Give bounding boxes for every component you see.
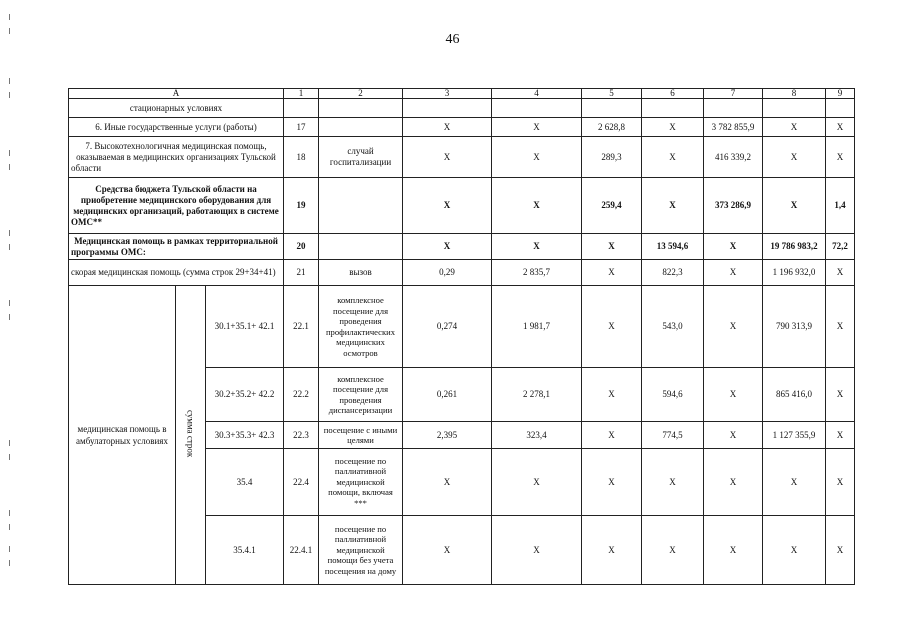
row-number: 22.1: [284, 286, 319, 368]
row-label: 6. Иные государственные услуги (работы): [69, 118, 284, 137]
header-col-a: А: [69, 89, 284, 99]
header-col-1: 1: [284, 89, 319, 99]
table-row: 30.2+35.2+ 42.2 22.2 комплексное посещение для проведения диспансеризации 0,261 2 278,1 Х 594,6 Х 865 416,0 Х: [69, 368, 855, 422]
header-col-7: 7: [704, 89, 763, 99]
header-col-4: 4: [492, 89, 582, 99]
category-label: медицинская помощь в амбулаторных условиях: [69, 286, 176, 585]
table-row: скорая медицинская помощь (сумма строк 29+34+41) 21 вызов 0,29 2 835,7 Х 822,3 Х 1 196 932,0 Х: [69, 260, 855, 286]
header-col-6: 6: [642, 89, 704, 99]
page-number: 46: [445, 32, 460, 47]
header-col-8: 8: [763, 89, 826, 99]
row-number: 20: [284, 234, 319, 260]
header-col-9: 9: [826, 89, 855, 99]
table-row: 35.4.1 22.4.1 посещение по паллиативной медицинской помощи без учета посещения на дому Х Х Х Х Х Х Х: [69, 516, 855, 585]
row-number: 22.4.1: [284, 516, 319, 585]
row-label: стационарных условиях: [69, 99, 284, 118]
row-number: 22.3: [284, 422, 319, 449]
row-label: Медицинская помощь в рамках территориальной программы ОМС:: [69, 234, 284, 260]
row-number: 18: [284, 137, 319, 178]
table-row: 30.3+35.3+ 42.3 22.3 посещение с иными целями 2,395 323,4 Х 774,5 Х 1 127 355,9 Х: [69, 422, 855, 449]
table-row: медицинская помощь в амбулаторных условиях сумма строк 30.1+35.1+ 42.1 22.1 комплексное посещение для проведения профилактических медицинских осмотров 0,274 1 981,7 Х 543,0 Х 790 313,9 Х: [69, 286, 855, 368]
row-number: 17: [284, 118, 319, 137]
row-label: скорая медицинская помощь (сумма строк 29+34+41): [69, 260, 284, 286]
table-row: Медицинская помощь в рамках территориальной программы ОМС: 20 Х Х Х 13 594,6 Х 19 786 983,2 72,2: [69, 234, 855, 260]
header-row: [69, 89, 855, 99]
table-row: 7. Высокотехнологичная медицинская помощь, оказываемая в медицинских организациях Тульской области 18 случай госпитализации Х Х 289,3 Х 416 339,2 Х Х: [69, 137, 855, 178]
medical-care-table: [68, 88, 855, 585]
binding-margin-marks: [9, 0, 11, 640]
row-label: 7. Высокотехнологичная медицинская помощь, оказываемая в медицинских организациях Тульской области: [69, 137, 284, 178]
row-label: Средства бюджета Тульской области на приобретение медицинского оборудования для медицинских организаций, работающих в системе ОМС**: [69, 178, 284, 234]
row-number: 22.2: [284, 368, 319, 422]
row-number: 19: [284, 178, 319, 234]
table-row: 35.4 22.4 посещение по паллиативной медицинской помощи, включая *** Х Х Х Х Х Х Х: [69, 449, 855, 516]
table-row: Средства бюджета Тульской области на приобретение медицинского оборудования для медицинских организаций, работающих в системе ОМС** 19 Х Х 259,4 Х 373 286,9 Х 1,4: [69, 178, 855, 234]
header-col-2: 2: [319, 89, 403, 99]
header-col-3: 3: [403, 89, 492, 99]
header-col-5: 5: [582, 89, 642, 99]
table-row: [69, 99, 855, 118]
row-number: 22.4: [284, 449, 319, 516]
vertical-label: сумма строк: [176, 286, 206, 585]
row-number: 21: [284, 260, 319, 286]
table-row: 6. Иные государственные услуги (работы) 17 Х Х 2 628,8 Х 3 782 855,9 Х Х: [69, 118, 855, 137]
